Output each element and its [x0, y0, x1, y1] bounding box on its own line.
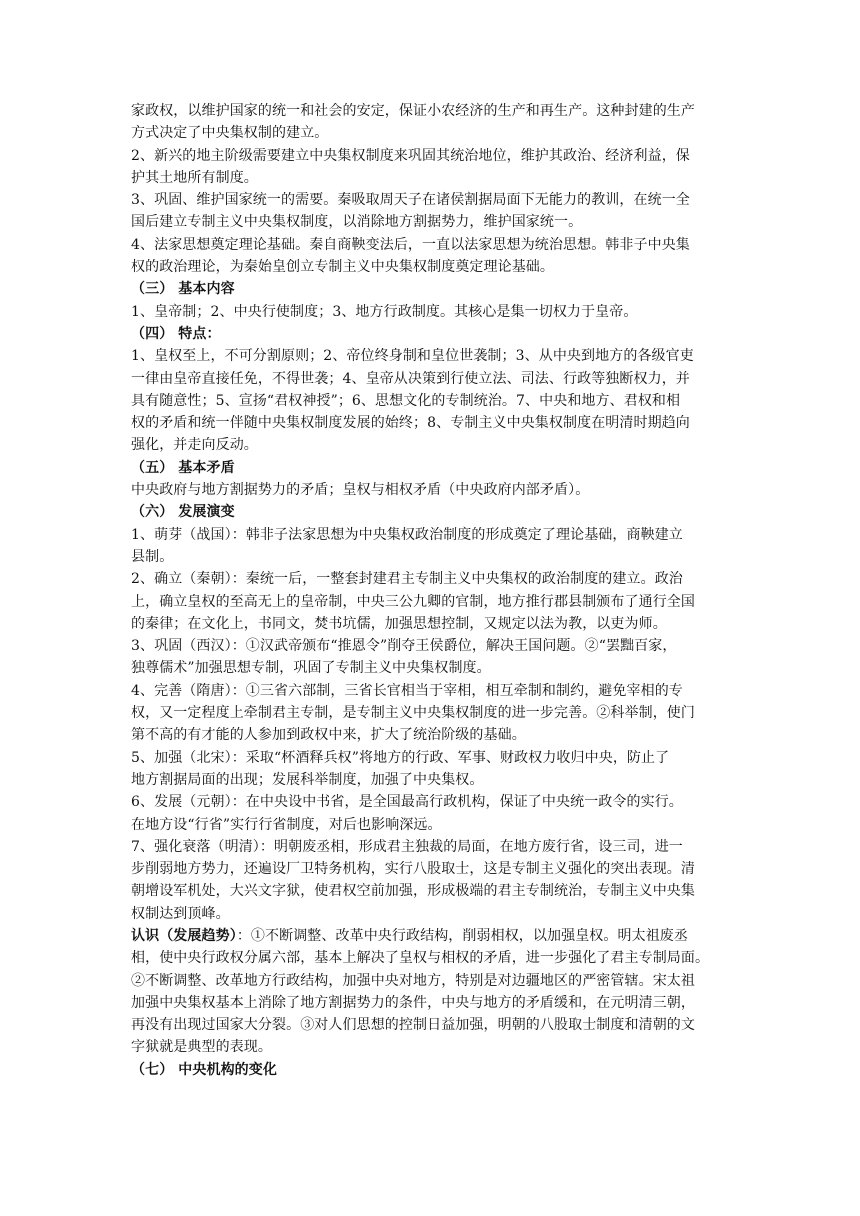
bold-lead-in: 认识（发展趋势） — [131, 927, 237, 944]
section-heading: （三） 基本内容 — [131, 281, 235, 298]
text-line: 县制。 — [131, 548, 174, 565]
text-line: 权的矛盾和统一伴随中央集权制度发展的始终；8、专制主义中央集权制度在明清时期趋向 — [131, 415, 690, 432]
text-line: 4、法家思想奠定理论基础。秦自商鞅变法后，一直以法家思想为统治思想。韩非子中央集 — [131, 236, 690, 253]
text-line: 护其土地所有制度。 — [131, 169, 258, 186]
text-line: 具有随意性；5、宣扬“君权神授”；6、思想文化的专制统治。7、中央和地方、君权和相 — [131, 392, 681, 409]
text-line: 上，确立皇权的至高无上的皇帝制，中央三公九卿的官制，地方推行郡县制颁布了通行全国 — [131, 593, 695, 610]
text-line: 强化，并走向反动。 — [131, 437, 258, 454]
text-line: 3、巩固、维护国家统一的需要。秦吸取周天子在诸侯割据局面下无能力的教训，在统一全 — [131, 192, 690, 209]
text-line: 国后建立专制主义中央集权制度，以消除地方割据势力，维护国家统一。 — [131, 214, 583, 231]
text-line: 权制达到顶峰。 — [131, 905, 230, 922]
text-line: 在地方设“行省”实行行省制度，对后也影响深远。 — [131, 816, 442, 833]
text-line: 7、强化衰落（明清）：明朝废丞相，形成君主独裁的局面，在地方废行省，设三司，进一 — [131, 838, 683, 855]
text-line: 的秦律；在文化上，书同文，焚书坑儒，加强思想控制，又规定以法为教，以吏为师。 — [131, 615, 667, 632]
document-page — [131, 100, 736, 1081]
text-line: 1、皇帝制；2、中央行使制度；3、地方行政制度。其核心是集一切权力于皇帝。 — [131, 303, 638, 320]
text-line: 6、发展（元朝）：在中央设中书省，是全国最高行政机构，保证了中央统一政令的实行。 — [131, 794, 683, 811]
section-heading: （四） 特点： — [131, 325, 221, 342]
text-line: 1、萌芽（战国）：韩非子法家思想为中央集权政治制度的形成奠定了理论基础，商鞅建立 — [131, 526, 683, 543]
text-line: 3、巩固（西汉）：①汉武帝颁布“推恩令”削夺王侯爵位，解决王国问题。②“罢黜百家， — [131, 638, 677, 655]
text-line — [131, 925, 736, 947]
text-line: 中央政府与地方割据势力的矛盾；皇权与相权矛盾（中央政府内部矛盾）。 — [131, 482, 590, 499]
text-line: 权，又一定程度上牵制君主专制，是专制主义中央集权制度的进一步完善。②科举制，使门 — [131, 705, 695, 722]
text-line: 朝增设军机处，大兴文字狱，使君权空前加强，形成极端的君主专制统治，专制主义中央集 — [131, 883, 695, 900]
text-line: 相，使中央行政权分属六部，基本上解决了皇权与相权的矛盾，进一步强化了君主专制局面。 — [131, 950, 710, 967]
text-line: 家政权，以维护国家的统一和社会的安定，保证小农经济的生产和再生产。这种封建的生产 — [131, 103, 695, 119]
text-line: 独尊儒术”加强思想专制，巩固了专制主义中央集权制度。 — [131, 660, 491, 677]
text-line: 2、新兴的地主阶级需要建立中央集权制度来巩固其统治地位，维护其政治、经济利益，保 — [131, 147, 690, 164]
text-line: 5、加强（北宋）：采取“杯酒释兵权”将地方的行政、军事、财政权力收归中央，防止了 — [131, 749, 670, 766]
text-line: 字狱就是典型的表现。 — [131, 1039, 272, 1056]
text-line: 加强中央集权基本上消除了地方割据势力的条件，中央与地方的矛盾缓和，在元明清三朝， — [131, 994, 695, 1011]
text-line: 第不高的有才能的人参加到政权中来，扩大了统治阶级的基础。 — [131, 727, 526, 744]
section-heading: （七） 中央机构的变化 — [131, 1061, 277, 1078]
text-line: 方式决定了中央集权制的建立。 — [131, 125, 329, 142]
text-line: 2、确立（秦朝）：秦统一后，一整套封建君主专制主义中央集权的政治制度的建立。政治 — [131, 571, 683, 588]
section-heading: （五） 基本矛盾 — [131, 459, 235, 476]
text-line: 步削弱地方势力，还遍设厂卫特务机构，实行八股取士，这是专制主义强化的突出表现。清 — [131, 861, 695, 878]
text-line: ②不断调整、改革地方行政结构，加强中央对地方，特别是对边疆地区的严密管辖。宋太祖 — [131, 972, 695, 989]
text-line: 一律由皇帝直接任免，不得世袭；4、皇帝从决策到行使立法、司法、行政等独断权力，并 — [131, 370, 690, 387]
lead-in-rest: ：①不断调整、改革中央行政结构，削弱相权，以加强皇权。明太祖废丞 — [236, 927, 689, 944]
text-line: 权的政治理论，为秦始皇创立专制主义中央集权制度奠定理论基础。 — [131, 259, 554, 276]
text-line: 再没有出现过国家大分裂。③对人们思想的控制日益加强，明朝的八股取士制度和清朝的文 — [131, 1017, 695, 1034]
text-line: 4、完善（隋唐）：①三省六部制，三省长官相当于宰相，相互牵制和制约，避免宰相的专 — [131, 682, 683, 699]
section-heading: （六） 发展演变 — [131, 504, 235, 521]
text-line: 地方割据局面的出现；发展科举制度，加强了中央集权。 — [131, 771, 484, 788]
text-line: 1、皇权至上，不可分割原则；2、帝位终身制和皇位世袭制；3、从中央到地方的各级官吏 — [131, 348, 694, 365]
